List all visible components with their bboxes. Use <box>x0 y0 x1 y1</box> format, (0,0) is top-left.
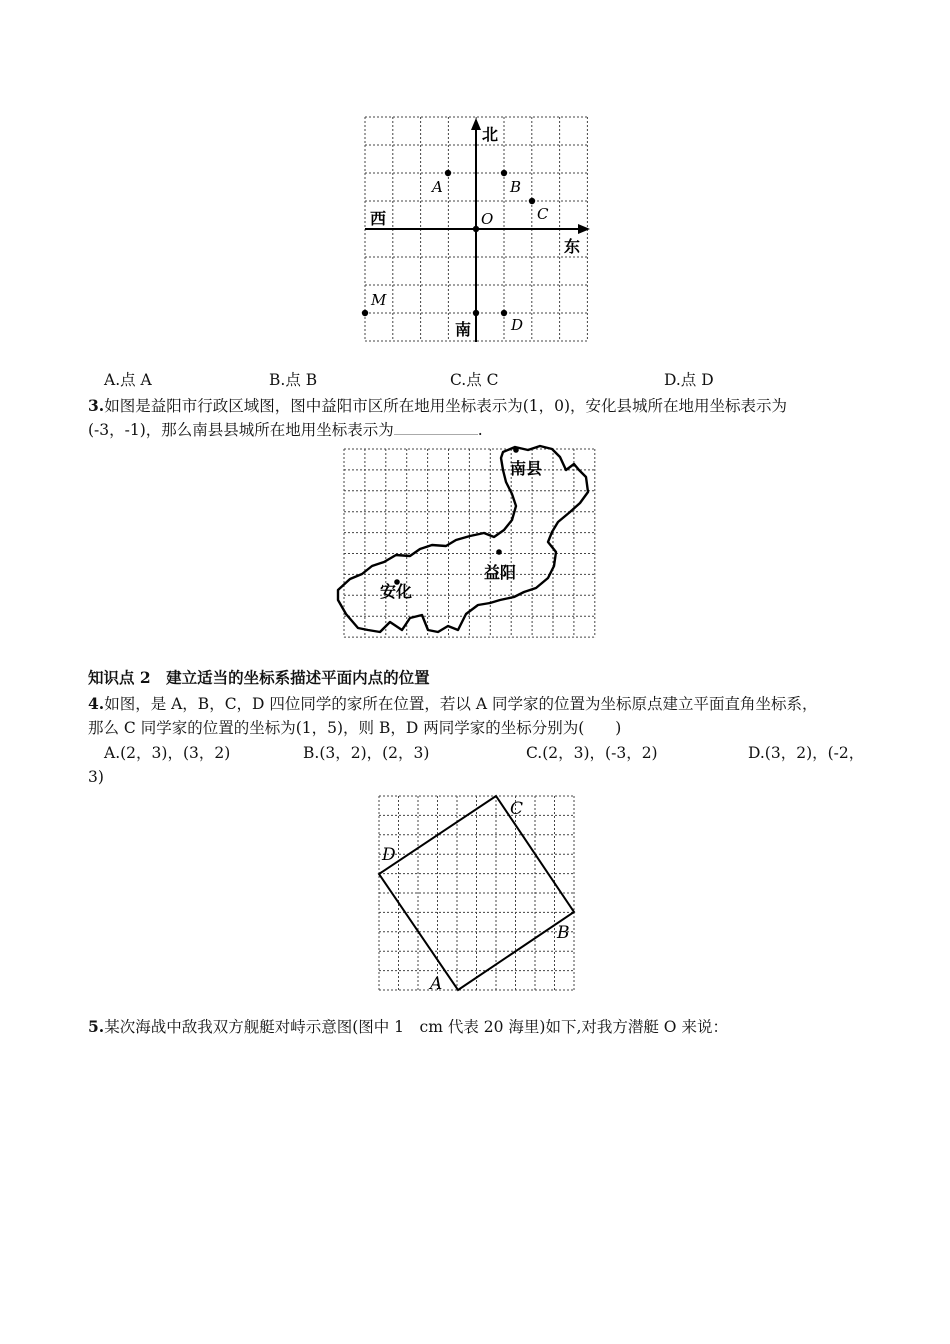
point-c-label: C <box>537 205 549 223</box>
q5-number: 5. <box>88 1017 105 1036</box>
vertex-a-label: A <box>430 974 443 994</box>
point-a <box>445 170 451 176</box>
q2-option-c: C.点 C <box>450 371 499 389</box>
region-boundary <box>338 446 588 632</box>
section-heading: 知识点 2 建立适当的坐标系描述平面内点的位置 <box>88 668 430 687</box>
q5-line <box>88 1015 728 1039</box>
point-m <box>362 310 368 316</box>
q4-option-d-wrap: 3) <box>88 768 104 786</box>
west-label: 西 <box>370 209 387 228</box>
point-b-label: B <box>510 178 522 196</box>
q3-line-2 <box>88 418 483 442</box>
point-d <box>501 310 507 316</box>
east-label: 东 <box>564 237 581 256</box>
q3-number: 3. <box>88 396 105 415</box>
point-d-label: D <box>511 316 524 334</box>
point-south <box>473 310 479 316</box>
q4-option-d: D.(3，2)，(-2， <box>748 744 865 762</box>
north-label: 北 <box>482 125 499 144</box>
q4-text-1: 如图，是 A，B，C，D 四位同学的家所在位置，若以 A 同学家的位置为坐标原点建立平面直角坐标系， <box>104 695 818 713</box>
point-a-label: A <box>432 178 443 196</box>
q2-option-a: A.点 A <box>104 371 152 389</box>
q3-period: . <box>477 421 483 439</box>
q3-line-1 <box>88 394 787 418</box>
q5-text: 某次海战中敌我双方舰艇对峙示意图(图中 1 cm 代表 20 海里)如下,对我方潜艇 O 来说： <box>104 1018 728 1036</box>
q4-option-a: A.(2，3)，(3，2) <box>104 744 231 762</box>
anhua-label: 安化 <box>380 582 413 601</box>
vertex-c-label: C <box>510 799 524 819</box>
q3-text-1: 如图是益阳市行政区域图，图中益阳市区所在地用坐标表示为(1，0)，安化县城所在地用坐标表示为 <box>104 397 788 415</box>
yiyang-map-figure <box>335 440 615 640</box>
q4-option-b: B.(3，2)，(2，3) <box>303 744 430 762</box>
nanxian-point <box>513 447 519 453</box>
q4-line-2: 那么 C 同学家的位置的坐标为(1，5)，则 B，D 两同学家的坐标分别为( ) <box>88 719 622 737</box>
q4-option-c: C.(2，3)，(-3，2) <box>526 744 658 762</box>
square-abcd-figure <box>370 790 585 995</box>
vertex-d-label: D <box>382 845 396 865</box>
yiyang-point <box>496 549 502 555</box>
q2-option-d: D.点 D <box>664 371 714 389</box>
yiyang-label: 益阳 <box>484 563 517 582</box>
north-arrow <box>471 118 481 130</box>
q2-option-b: B.点 B <box>269 371 318 389</box>
direction-grid-figure <box>355 110 595 350</box>
q3-answer-blank[interactable] <box>394 420 478 435</box>
point-origin <box>473 226 479 232</box>
origin-label: O <box>481 210 494 228</box>
east-arrow <box>578 224 590 234</box>
point-m-label: M <box>371 291 387 309</box>
q4-line-1 <box>88 692 817 716</box>
point-c <box>529 198 535 204</box>
point-b <box>501 170 507 176</box>
south-label: 南 <box>455 320 472 339</box>
q3-text-2: (-3，-1)，那么南县县城所在地用坐标表示为 <box>88 421 394 439</box>
vertex-b-label: B <box>557 923 570 943</box>
nanxian-label: 南县 <box>510 459 543 478</box>
q4-number: 4. <box>88 694 105 713</box>
